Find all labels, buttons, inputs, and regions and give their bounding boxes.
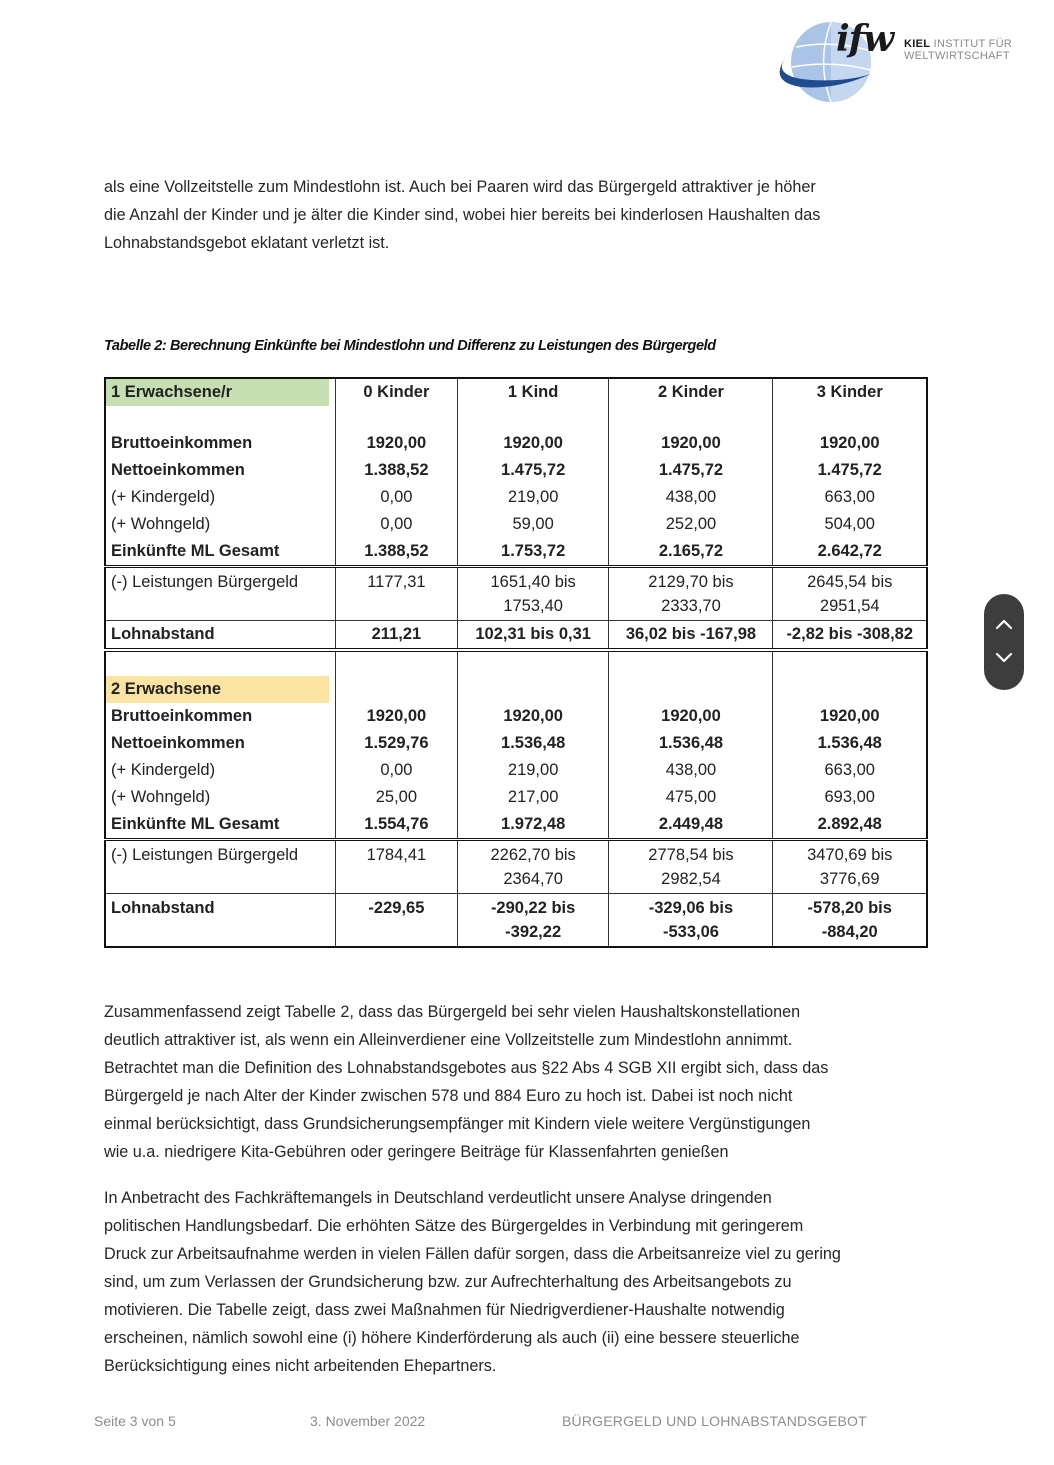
table-caption: Tabelle 2: Berechnung Einkünfte bei Mindestlohn und Differenz zu Leistungen des Bürgergeld bbox=[104, 338, 716, 354]
row-label: Bruttoeinkommen bbox=[105, 703, 336, 730]
table-row bbox=[105, 757, 927, 784]
cell: 59,00 bbox=[457, 511, 609, 538]
cell: 36,02 bis -167,98 bbox=[609, 621, 773, 651]
footer-page-number: Seite 3 von 5 bbox=[94, 1413, 176, 1429]
cell: 663,00 bbox=[773, 757, 927, 784]
cell: 1.554,76 bbox=[336, 811, 458, 840]
spacer-row bbox=[105, 650, 927, 676]
cell: 102,31 bis 0,31 bbox=[457, 621, 609, 651]
row-label: (-) Leistungen Bürgergeld bbox=[105, 567, 336, 621]
cell: 693,00 bbox=[773, 784, 927, 811]
table-row bbox=[105, 730, 927, 757]
cell: 1920,00 bbox=[773, 703, 927, 730]
text-line: Berücksichtigung eines nicht arbeitenden Ehepartners. bbox=[104, 1357, 497, 1375]
text-line: In Anbetracht des Fachkräftemangels in Deutschland verdeutlicht unsere Analyse dringenden bbox=[104, 1189, 772, 1207]
section-label-couple: 2 Erwachsene bbox=[105, 676, 336, 703]
text-line: erscheinen, nämlich sowohl eine (i) höhere Kinderförderung als auch (ii) eine bessere steuerliche bbox=[104, 1329, 800, 1347]
chevron-down-icon bbox=[994, 651, 1014, 665]
cell: 1177,31 bbox=[336, 567, 458, 621]
section-label-single: 1 Erwachsene/r bbox=[105, 378, 336, 406]
row-label: Nettoeinkommen bbox=[105, 730, 336, 757]
cell: 2.642,72 bbox=[773, 538, 927, 567]
cell: 1920,00 bbox=[609, 430, 773, 457]
cell: 1.388,52 bbox=[336, 538, 458, 567]
cell: -2,82 bis -308,82 bbox=[773, 621, 927, 651]
cell: 438,00 bbox=[609, 484, 773, 511]
cell: -229,65 bbox=[336, 894, 458, 948]
row-label: Nettoeinkommen bbox=[105, 457, 336, 484]
row-label: (-) Leistungen Bürgergeld bbox=[105, 840, 336, 894]
row-label: (+ Wohngeld) bbox=[105, 784, 336, 811]
table-row bbox=[105, 511, 927, 538]
cell: 1784,41 bbox=[336, 840, 458, 894]
cell: 2.449,48 bbox=[609, 811, 773, 840]
table-row bbox=[105, 484, 927, 511]
text-line: einmal berücksichtigt, dass Grundsicherungsempfänger mit Kindern viele weitere Vergünstigungen bbox=[104, 1115, 811, 1133]
text-line: Druck zur Arbeitsaufnahme werden in vielen Fällen dafür sorgen, dass die Arbeitsanreize viel zu gering bbox=[104, 1245, 841, 1263]
row-label: Lohnabstand bbox=[105, 621, 336, 651]
page-navigation-control bbox=[984, 594, 1024, 690]
cell: 1.536,48 bbox=[609, 730, 773, 757]
cell: 1920,00 bbox=[457, 430, 609, 457]
paragraph-summary bbox=[104, 998, 934, 1166]
table-row-total bbox=[105, 538, 927, 567]
cell: 217,00 bbox=[457, 784, 609, 811]
footer-date: 3. November 2022 bbox=[310, 1413, 426, 1429]
next-page-button[interactable] bbox=[984, 638, 1024, 678]
cell: 0,00 bbox=[336, 484, 458, 511]
column-header: 3 Kinder bbox=[773, 378, 927, 406]
text-line: deutlich attraktiver ist, als wenn ein Alleinverdiener eine Vollzeitstelle zum Mindestlohn annimmt. bbox=[104, 1031, 793, 1049]
table-row-lohnabstand bbox=[105, 621, 927, 651]
cell: 2129,70 bis 2333,70 bbox=[609, 567, 773, 621]
cell: 1.536,48 bbox=[773, 730, 927, 757]
text-line: politischen Handlungsbedarf. Die erhöhten Sätze des Bürgergeldes in Verbindung mit geringerem bbox=[104, 1217, 804, 1235]
income-table bbox=[104, 377, 928, 948]
logo-wordmark: ifw bbox=[836, 18, 894, 60]
cell: 219,00 bbox=[457, 757, 609, 784]
cell: -578,20 bis -884,20 bbox=[773, 894, 927, 948]
cell: 1920,00 bbox=[773, 430, 927, 457]
cell: 1920,00 bbox=[609, 703, 773, 730]
chevron-up-icon bbox=[994, 617, 1014, 631]
cell: -329,06 bis -533,06 bbox=[609, 894, 773, 948]
table-row-leistungen bbox=[105, 840, 927, 894]
row-label: (+ Kindergeld) bbox=[105, 757, 336, 784]
cell: 25,00 bbox=[336, 784, 458, 811]
paragraph-conclusion bbox=[104, 1184, 934, 1380]
row-label: Einkünfte ML Gesamt bbox=[105, 811, 336, 840]
column-header: 0 Kinder bbox=[336, 378, 458, 406]
cell: 1920,00 bbox=[457, 703, 609, 730]
cell: 1.753,72 bbox=[457, 538, 609, 567]
cell: 3470,69 bis 3776,69 bbox=[773, 840, 927, 894]
table-row bbox=[105, 703, 927, 730]
cell: 0,00 bbox=[336, 511, 458, 538]
table-row bbox=[105, 430, 927, 457]
section-header-row bbox=[105, 676, 927, 703]
row-label: Einkünfte ML Gesamt bbox=[105, 538, 336, 567]
row-label: (+ Wohngeld) bbox=[105, 511, 336, 538]
table-row bbox=[105, 784, 927, 811]
cell: 1920,00 bbox=[336, 430, 458, 457]
cell: 211,21 bbox=[336, 621, 458, 651]
cell: 475,00 bbox=[609, 784, 773, 811]
cell: 438,00 bbox=[609, 757, 773, 784]
spacer-row bbox=[105, 406, 927, 430]
cell: 2262,70 bis 2364,70 bbox=[457, 840, 609, 894]
text-line: sind, um zum Verlassen der Grundsicherung bzw. zur Aufrechterhaltung des Arbeitsangebots zu bbox=[104, 1273, 792, 1291]
table-row-leistungen bbox=[105, 567, 927, 621]
cell: 504,00 bbox=[773, 511, 927, 538]
ifw-logo bbox=[776, 12, 1026, 107]
row-label: (+ Kindergeld) bbox=[105, 484, 336, 511]
cell: 2.892,48 bbox=[773, 811, 927, 840]
row-label: Bruttoeinkommen bbox=[105, 430, 336, 457]
cell: 2645,54 bis 2951,54 bbox=[773, 567, 927, 621]
table-row-lohnabstand bbox=[105, 894, 927, 948]
text-line: motivieren. Die Tabelle zeigt, dass zwei Maßnahmen für Niedrigverdiener-Haushalte notwendig bbox=[104, 1301, 785, 1319]
cell: 1.972,48 bbox=[457, 811, 609, 840]
cell: -290,22 bis -392,22 bbox=[457, 894, 609, 948]
cell: 1651,40 bis 1753,40 bbox=[457, 567, 609, 621]
cell: 1.475,72 bbox=[457, 457, 609, 484]
row-label: Lohnabstand bbox=[105, 894, 336, 948]
cell: 2.165,72 bbox=[609, 538, 773, 567]
text-line: wie u.a. niedrigere Kita-Gebühren oder geringere Beiträge für Klassenfahrten genießen bbox=[104, 1143, 729, 1161]
cell: 663,00 bbox=[773, 484, 927, 511]
text-line: als eine Vollzeitstelle zum Mindestlohn ist. Auch bei Paaren wird das Bürgergeld attraktiver je höher bbox=[104, 178, 816, 196]
cell: 252,00 bbox=[609, 511, 773, 538]
footer-document-title: BÜRGERGELD UND LOHNABSTANDSGEBOT bbox=[562, 1413, 867, 1429]
text-line: Zusammenfassend zeigt Tabelle 2, dass das Bürgergeld bei sehr vielen Haushaltskonstellationen bbox=[104, 1003, 801, 1021]
table-row-total bbox=[105, 811, 927, 840]
cell: 1.475,72 bbox=[609, 457, 773, 484]
cell: 1.475,72 bbox=[773, 457, 927, 484]
text-line: Lohnabstandsgebot eklatant verletzt ist. bbox=[104, 234, 390, 252]
cell: 0,00 bbox=[336, 757, 458, 784]
cell: 219,00 bbox=[457, 484, 609, 511]
text-line: Bürgergeld je nach Alter der Kinder zwischen 578 und 884 Euro zu hoch ist. Dabei ist noch nicht bbox=[104, 1087, 793, 1105]
text-line: die Anzahl der Kinder und je älter die Kinder sind, wobei hier bereits bei kinderlosen Haushalten das bbox=[104, 206, 821, 224]
text-line: Betrachtet man die Definition des Lohnabstandsgebotes aus §22 Abs 4 SGB XII ergibt sich, dass das bbox=[104, 1059, 829, 1077]
logo-institute-name: KIEL INSTITUT FÜR WELTWIRTSCHAFT bbox=[904, 38, 1013, 62]
cell: 2778,54 bis 2982,54 bbox=[609, 840, 773, 894]
table-header-row bbox=[105, 378, 927, 406]
cell: 1.529,76 bbox=[336, 730, 458, 757]
paragraph-intro bbox=[104, 173, 934, 257]
cell: 1.388,52 bbox=[336, 457, 458, 484]
column-header: 2 Kinder bbox=[609, 378, 773, 406]
cell: 1.536,48 bbox=[457, 730, 609, 757]
column-header: 1 Kind bbox=[457, 378, 609, 406]
cell: 1920,00 bbox=[336, 703, 458, 730]
table-row bbox=[105, 457, 927, 484]
